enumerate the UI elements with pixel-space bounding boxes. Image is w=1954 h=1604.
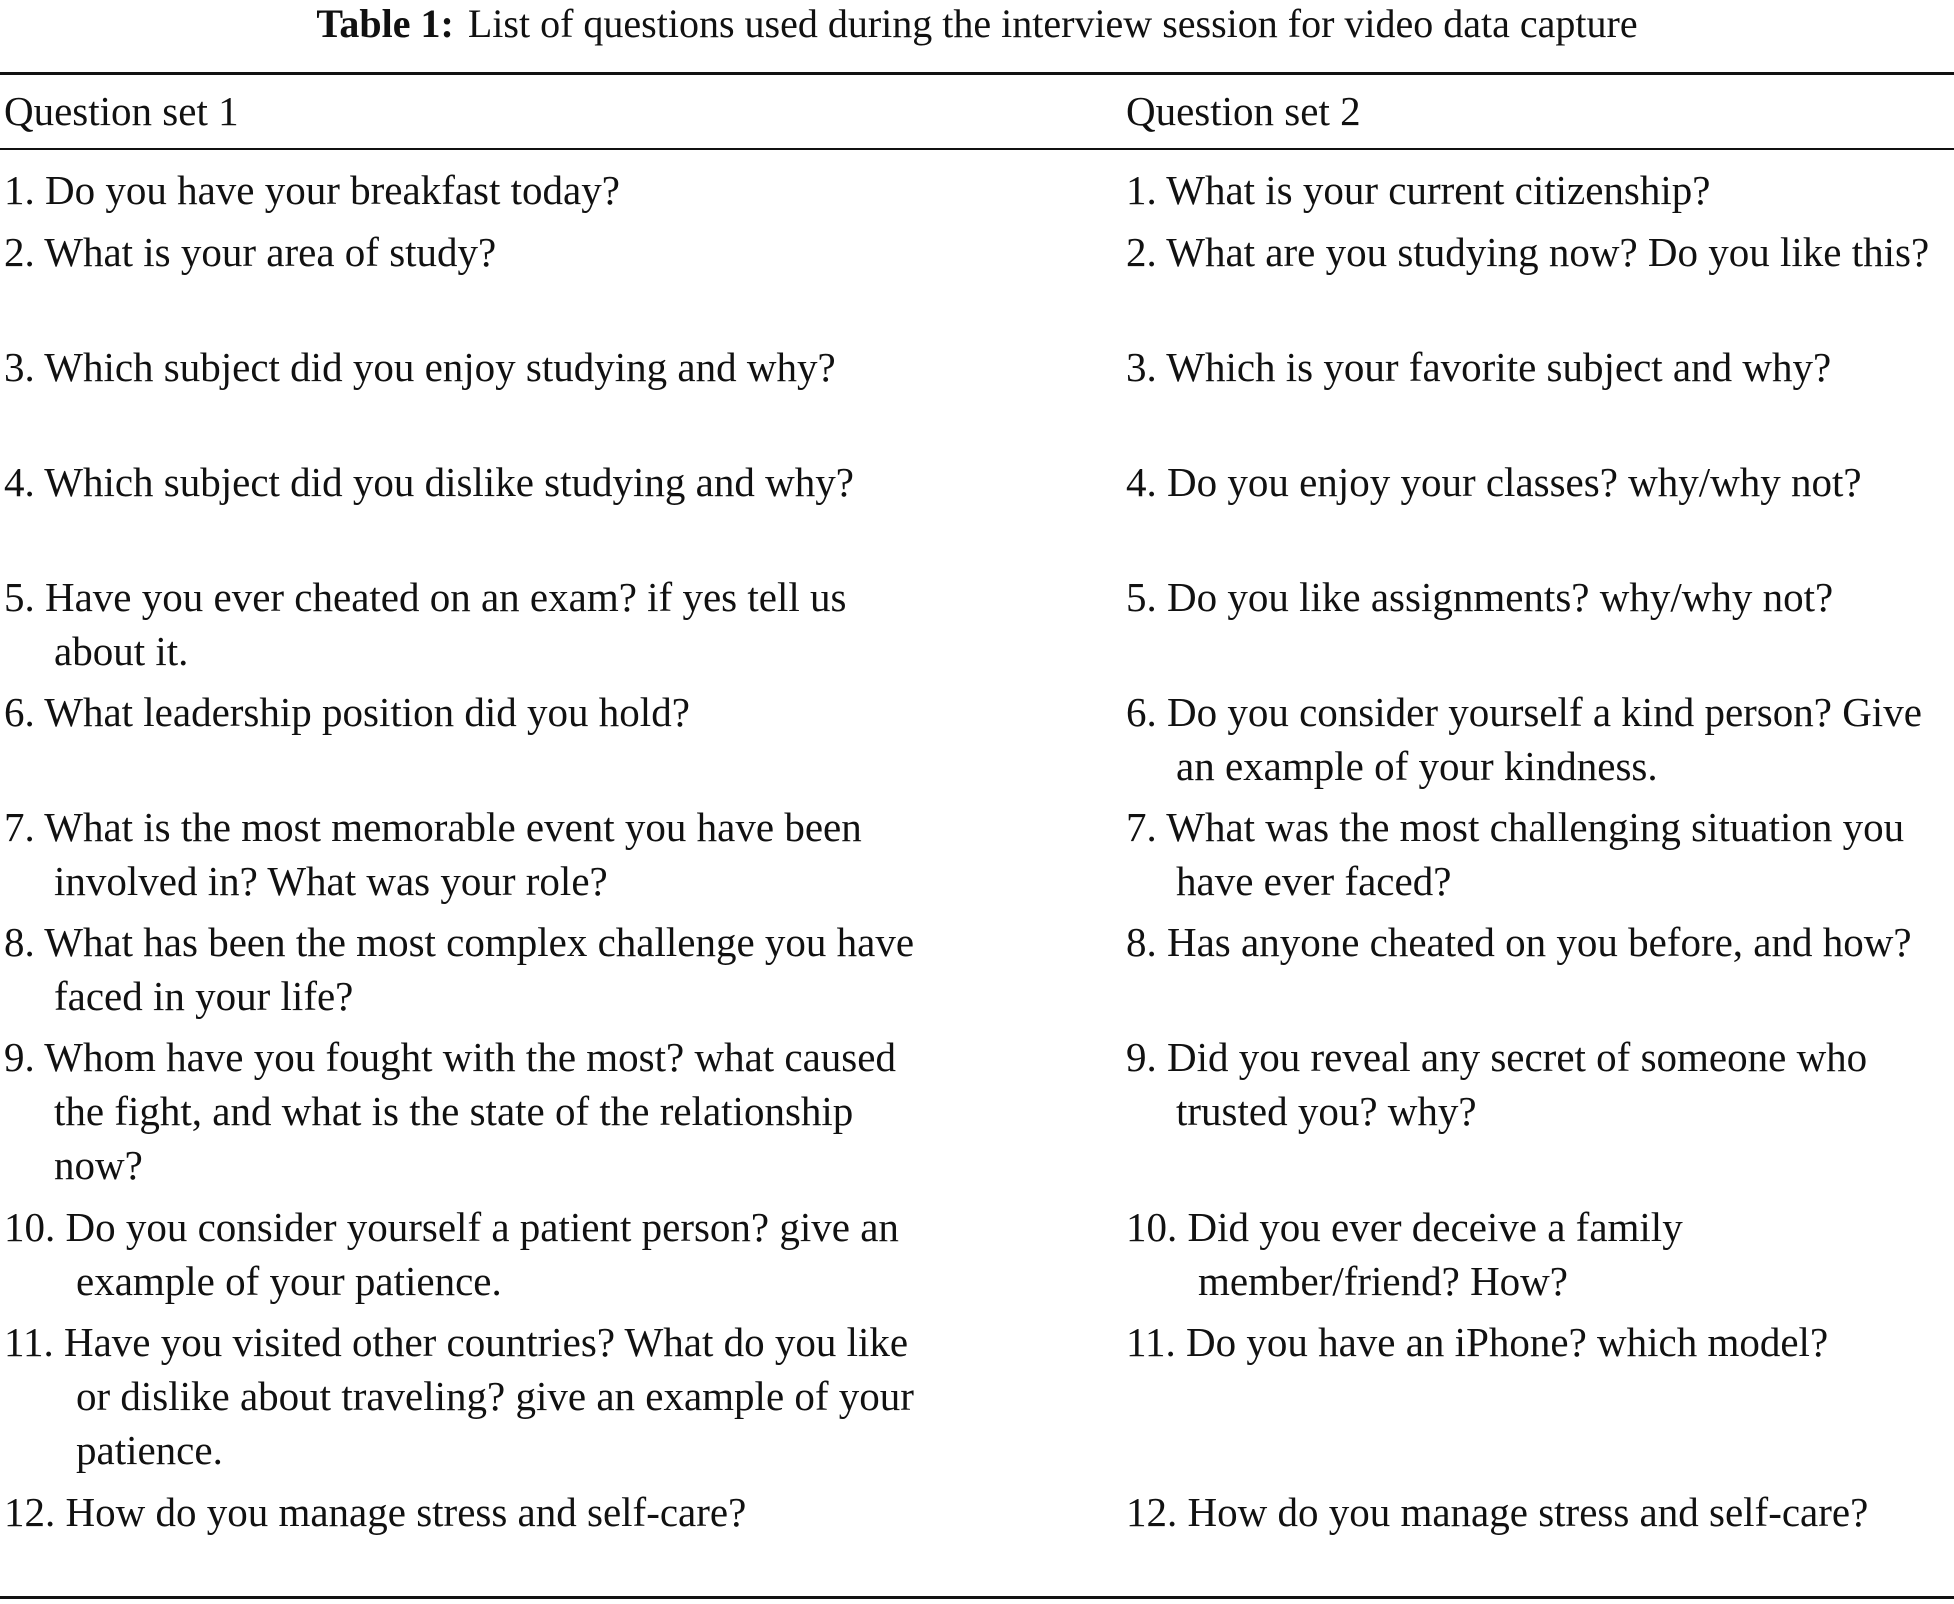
question-set-2-cell: 10. Did you ever deceive a family member/friend? How? (1126, 1204, 1683, 1304)
question-set-2-cell: 12. How do you manage stress and self-care? (1126, 1489, 1869, 1535)
table-row (0, 800, 1954, 915)
question-set-2-cell: 8. Has anyone cheated on you before, and how? (1126, 919, 1912, 965)
question-set-2-cell: 11. Do you have an iPhone? which model? (1126, 1319, 1829, 1365)
question-set-1-cell: 10. Do you consider yourself a patient person? give an example of your patience. (4, 1204, 899, 1304)
table-body (0, 163, 1954, 1600)
question-set-1-cell: 5. Have you ever cheated on an exam? if yes tell us about it. (4, 574, 847, 674)
bottom-rule (0, 1596, 1954, 1599)
header-rule (0, 148, 1954, 150)
question-set-2-cell: 1. What is your current citizenship? (1126, 167, 1711, 213)
top-rule (0, 72, 1954, 75)
table-row (0, 915, 1954, 1030)
question-set-2-cell: 6. Do you consider yourself a kind person? Give an example of your kindness. (1126, 689, 1922, 789)
table-row (0, 340, 1954, 455)
question-set-1-cell: 11. Have you visited other countries? What do you like or dislike about traveling? give an example of your patience. (4, 1319, 914, 1473)
question-set-1-cell: 1. Do you have your breakfast today? (4, 167, 620, 213)
question-set-1-cell: 6. What leadership position did you hold? (4, 689, 690, 735)
question-set-1-cell: 9. Whom have you fought with the most? what caused the fight, and what is the state of the relationship now? (4, 1034, 896, 1188)
question-set-1-cell: 8. What has been the most complex challenge you have faced in your life? (4, 919, 915, 1019)
question-set-2-cell: 2. What are you studying now? Do you like this? (1126, 229, 1930, 275)
question-set-1-cell: 4. Which subject did you dislike studying and why? (4, 459, 854, 505)
question-set-1-cell: 12. How do you manage stress and self-care? (4, 1489, 747, 1535)
question-set-1-cell: 7. What is the most memorable event you have been involved in? What was your role? (4, 804, 862, 904)
table-row (0, 1315, 1954, 1485)
question-set-2-cell: 4. Do you enjoy your classes? why/why not? (1126, 459, 1862, 505)
question-set-2-cell: 9. Did you reveal any secret of someone who trusted you? why? (1126, 1034, 1868, 1134)
column-header-question-set-2: Question set 2 (1126, 88, 1361, 134)
column-header-question-set-1: Question set 1 (4, 88, 239, 134)
table-caption (0, 0, 1954, 48)
question-set-1-cell: 3. Which subject did you enjoy studying and why? (4, 344, 836, 390)
table-row (0, 1200, 1954, 1315)
table-row (0, 570, 1954, 685)
table-row (0, 225, 1954, 340)
table-row (0, 685, 1954, 800)
caption-label: Table 1: (316, 1, 454, 46)
table-row (0, 455, 1954, 570)
question-set-2-cell: 3. Which is your favorite subject and why? (1126, 344, 1832, 390)
table-row (0, 1485, 1954, 1600)
table-row (0, 163, 1954, 225)
question-set-2-cell: 7. What was the most challenging situation you have ever faced? (1126, 804, 1905, 904)
question-set-2-cell: 5. Do you like assignments? why/why not? (1126, 574, 1834, 620)
question-set-1-cell: 2. What is your area of study? (4, 229, 497, 275)
table-row (0, 1030, 1954, 1200)
caption-text: List of questions used during the interview session for video data capture (467, 1, 1638, 46)
